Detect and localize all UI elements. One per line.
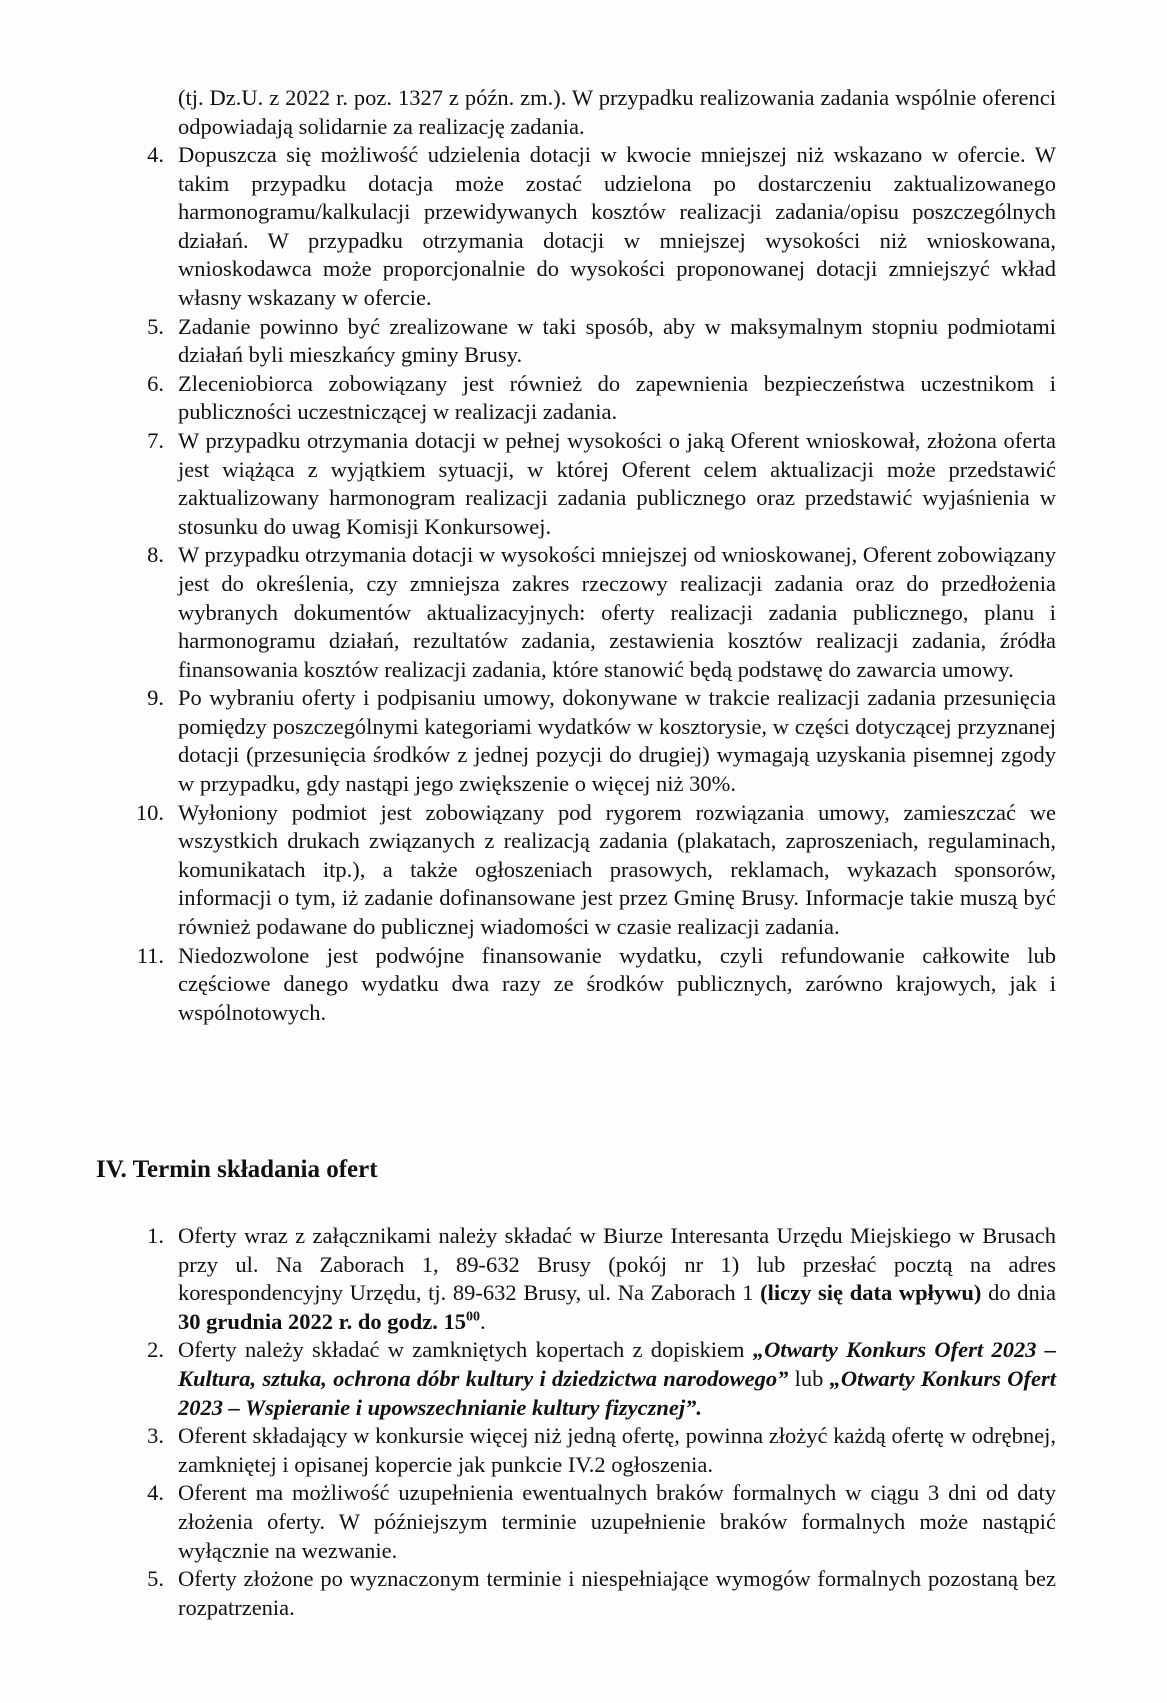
list-item [0, 1222, 1056, 1336]
item-number: 6. [147, 370, 164, 396]
item-text: W przypadku otrzymania dotacji w pełnej wysokości o jaką Oferent wnioskował, złożona oferta jest wiążąca z wyjątkiem sytuacji, w której Oferent celem aktualizacji może przedstawić zaktualizowany harmonogram realizacji zadania publicznego oraz przedstawić wyjaśnienia w stosunku do uwag Komisji Konkursowej. [178, 427, 1056, 539]
deadline-date: 30 grudnia 2022 r. do godz. $15^{00}$ [178, 1308, 480, 1334]
item-number: 8. [147, 542, 164, 568]
section-heading: IV. Termin składania ofert [96, 1156, 378, 1183]
item-text: Zleceniobiorca zobowiązany jest również do zapewnienia bezpieczeństwa uczestnikom i publiczności uczestniczącej w realizacji zadania. [178, 370, 1056, 425]
item-number: 2. [147, 1337, 164, 1363]
item-text: Oferent ma możliwość uzupełnienia ewentualnych braków formalnych w ciągu 3 dni od daty złożenia oferty. W późniejszym terminie uzupełnienie braków formalnych może nastąpić wyłącznie na wezwanie. [178, 1480, 1056, 1563]
item-text: Oferty należy składać w zamkniętych kopertach z dopiskiem „Otwarty Konkurs Ofert 2023 – Kultura, sztuka, ochrona dóbr kultury i dziedzictwa narodowego” lub „Otwarty Konkurs Ofert 2023 – Wspieranie i upowszechnianie kultury fizycznej”. [178, 1337, 1056, 1420]
item-text: W przypadku otrzymania dotacji w wysokości mniejszej od wnioskowanej, Oferent zobowiązany jest do określenia, czy zmniejsza zakres rzeczowy realizacji zadania oraz do przedłożenia wybranych dokumentów aktualizacyjnych: oferty realizacji zadania publicznego, planu i harmonogramu działań, rezultatów zadania, zestawienia kosztów realizacji zadania, źródła finansowania kosztów realizacji zadania, które stanowić będą podstawę do zawarcia umowy. [178, 542, 1056, 682]
item-number: 5. [147, 1566, 164, 1592]
item-number: 7. [147, 427, 164, 453]
item-number: 4. [147, 142, 164, 167]
list-item [0, 1565, 1056, 1622]
list-item [0, 799, 1056, 942]
item-text: Oferty złożone po wyznaczonym terminie i niespełniające wymogów formalnych pozostaną bez rozpatrzenia. [178, 1566, 1056, 1620]
deadline-list [0, 1222, 1060, 1622]
item-text: Zadanie powinno być zrealizowane w taki sposób, aby w maksymalnym stopniu podmiotami działań byli mieszkańcy gminy Brusy. [178, 313, 1056, 368]
list-item [0, 942, 1056, 1028]
item-number: 3. [147, 1423, 164, 1449]
continuation-paragraph: (tj. Dz.U. z 2022 r. poz. 1327 z późn. zm.). W przypadku realizowania zadania wspólnie oferenci odpowiadają solidarnie za realizację zadania. [178, 85, 1056, 139]
bold-text: (liczy się data wpływu) [760, 1280, 982, 1306]
item-number: 10. [135, 799, 164, 825]
list-item [0, 1336, 1056, 1422]
list-item [0, 541, 1056, 684]
item-text: Po wybraniu oferty i podpisaniu umowy, dokonywane w trakcie realizacji zadania przesunięcia pomiędzy poszczególnymi kategoriami wydatków w kosztorysie, w części dotyczącej przyznanej dotacji (przesunięcia środków z jednej pozycji do drugiej) wymagają uzyskania pisemnej zgody w przypadku, gdy nastąpi jego zwiększenie o więcej niż 30%. [178, 685, 1056, 797]
list-item [0, 313, 1056, 370]
envelope-label-culture: „Otwarty Konkurs Ofert 2023 – Kultura, sztuka, ochrona dóbr kultury i dziedzictwa narodowego” [178, 1337, 1056, 1391]
list-item [0, 141, 1056, 313]
list-item [0, 684, 1056, 798]
item-number: 4. [147, 1480, 164, 1506]
conditions-list [0, 141, 1060, 1027]
item-number: 5. [147, 313, 164, 339]
list-item [0, 370, 1056, 427]
item-text: Dopuszcza się możliwość udzielenia dotacji w kwocie mniejszej niż wskazano w ofercie. W takim przypadku dotacja może zostać udzielona po dostarczeniu zaktualizowanego harmonogramu/kalkulacji przewidywanych kosztów realizacji zadania/opisu poszczególnych działań. W przypadku otrzymania dotacji w mniejszej wysokości niż wnioskowana, wnioskodawca może proporcjonalnie do wysokości proponowanej dotacji zmniejszyć wkład własny wskazany w ofercie. [178, 142, 1056, 310]
item-number: 9. [147, 685, 164, 711]
item-number: 1. [147, 1223, 164, 1248]
list-item [0, 1422, 1056, 1479]
envelope-label-sport: „Otwarty Konkurs Ofert 2023 – Wspieranie i upowszechnianie kultury fizycznej”. [178, 1365, 1056, 1420]
item-number: 11. [136, 942, 164, 968]
list-item [0, 427, 1056, 541]
item-text: Niedozwolone jest podwójne finansowanie wydatku, czyli refundowanie całkowite lub częściowe danego wydatku dwa razy ze środków publicznych, zarówno krajowych, jak i wspólnotowych. [178, 942, 1056, 1025]
list-item [0, 1479, 1056, 1565]
item-text: Oferent składający w konkursie więcej niż jedną ofertę, powinna złożyć każdą ofertę w odrębnej, zamkniętej i opisanej kopercie jak punkcie IV.2 ogłoszenia. [178, 1423, 1056, 1477]
item-text: Oferty wraz z załącznikami należy składać w Biurze Interesanta Urzędu Miejskiego w Brusach przy ul. Na Zaborach 1, 89-632 Brusy (pokój nr 1) lub przesłać pocztą na adres korespondencyjny Urzędu, tj. 89-632 Brusy, ul. Na Zaborach 1 (liczy się data wpływu) do dnia 30 grudnia 2022 r. do godz. $15^{00}$. [178, 1223, 1056, 1334]
item-text: Wyłoniony podmiot jest zobowiązany pod rygorem rozwiązania umowy, zamieszczać we wszystkich drukach związanych z realizacją zadania (plakatach, zaproszeniach, regulaminach, komunikatach itp.), a także ogłoszeniach prasowych, reklamach, wykazach sponsorów, informacji o tym, iż zadanie dofinansowane jest przez Gminę Brusy. Informacje takie muszą być również podawane do publicznej wiadomości w czasie realizacji zadania. [178, 799, 1056, 940]
